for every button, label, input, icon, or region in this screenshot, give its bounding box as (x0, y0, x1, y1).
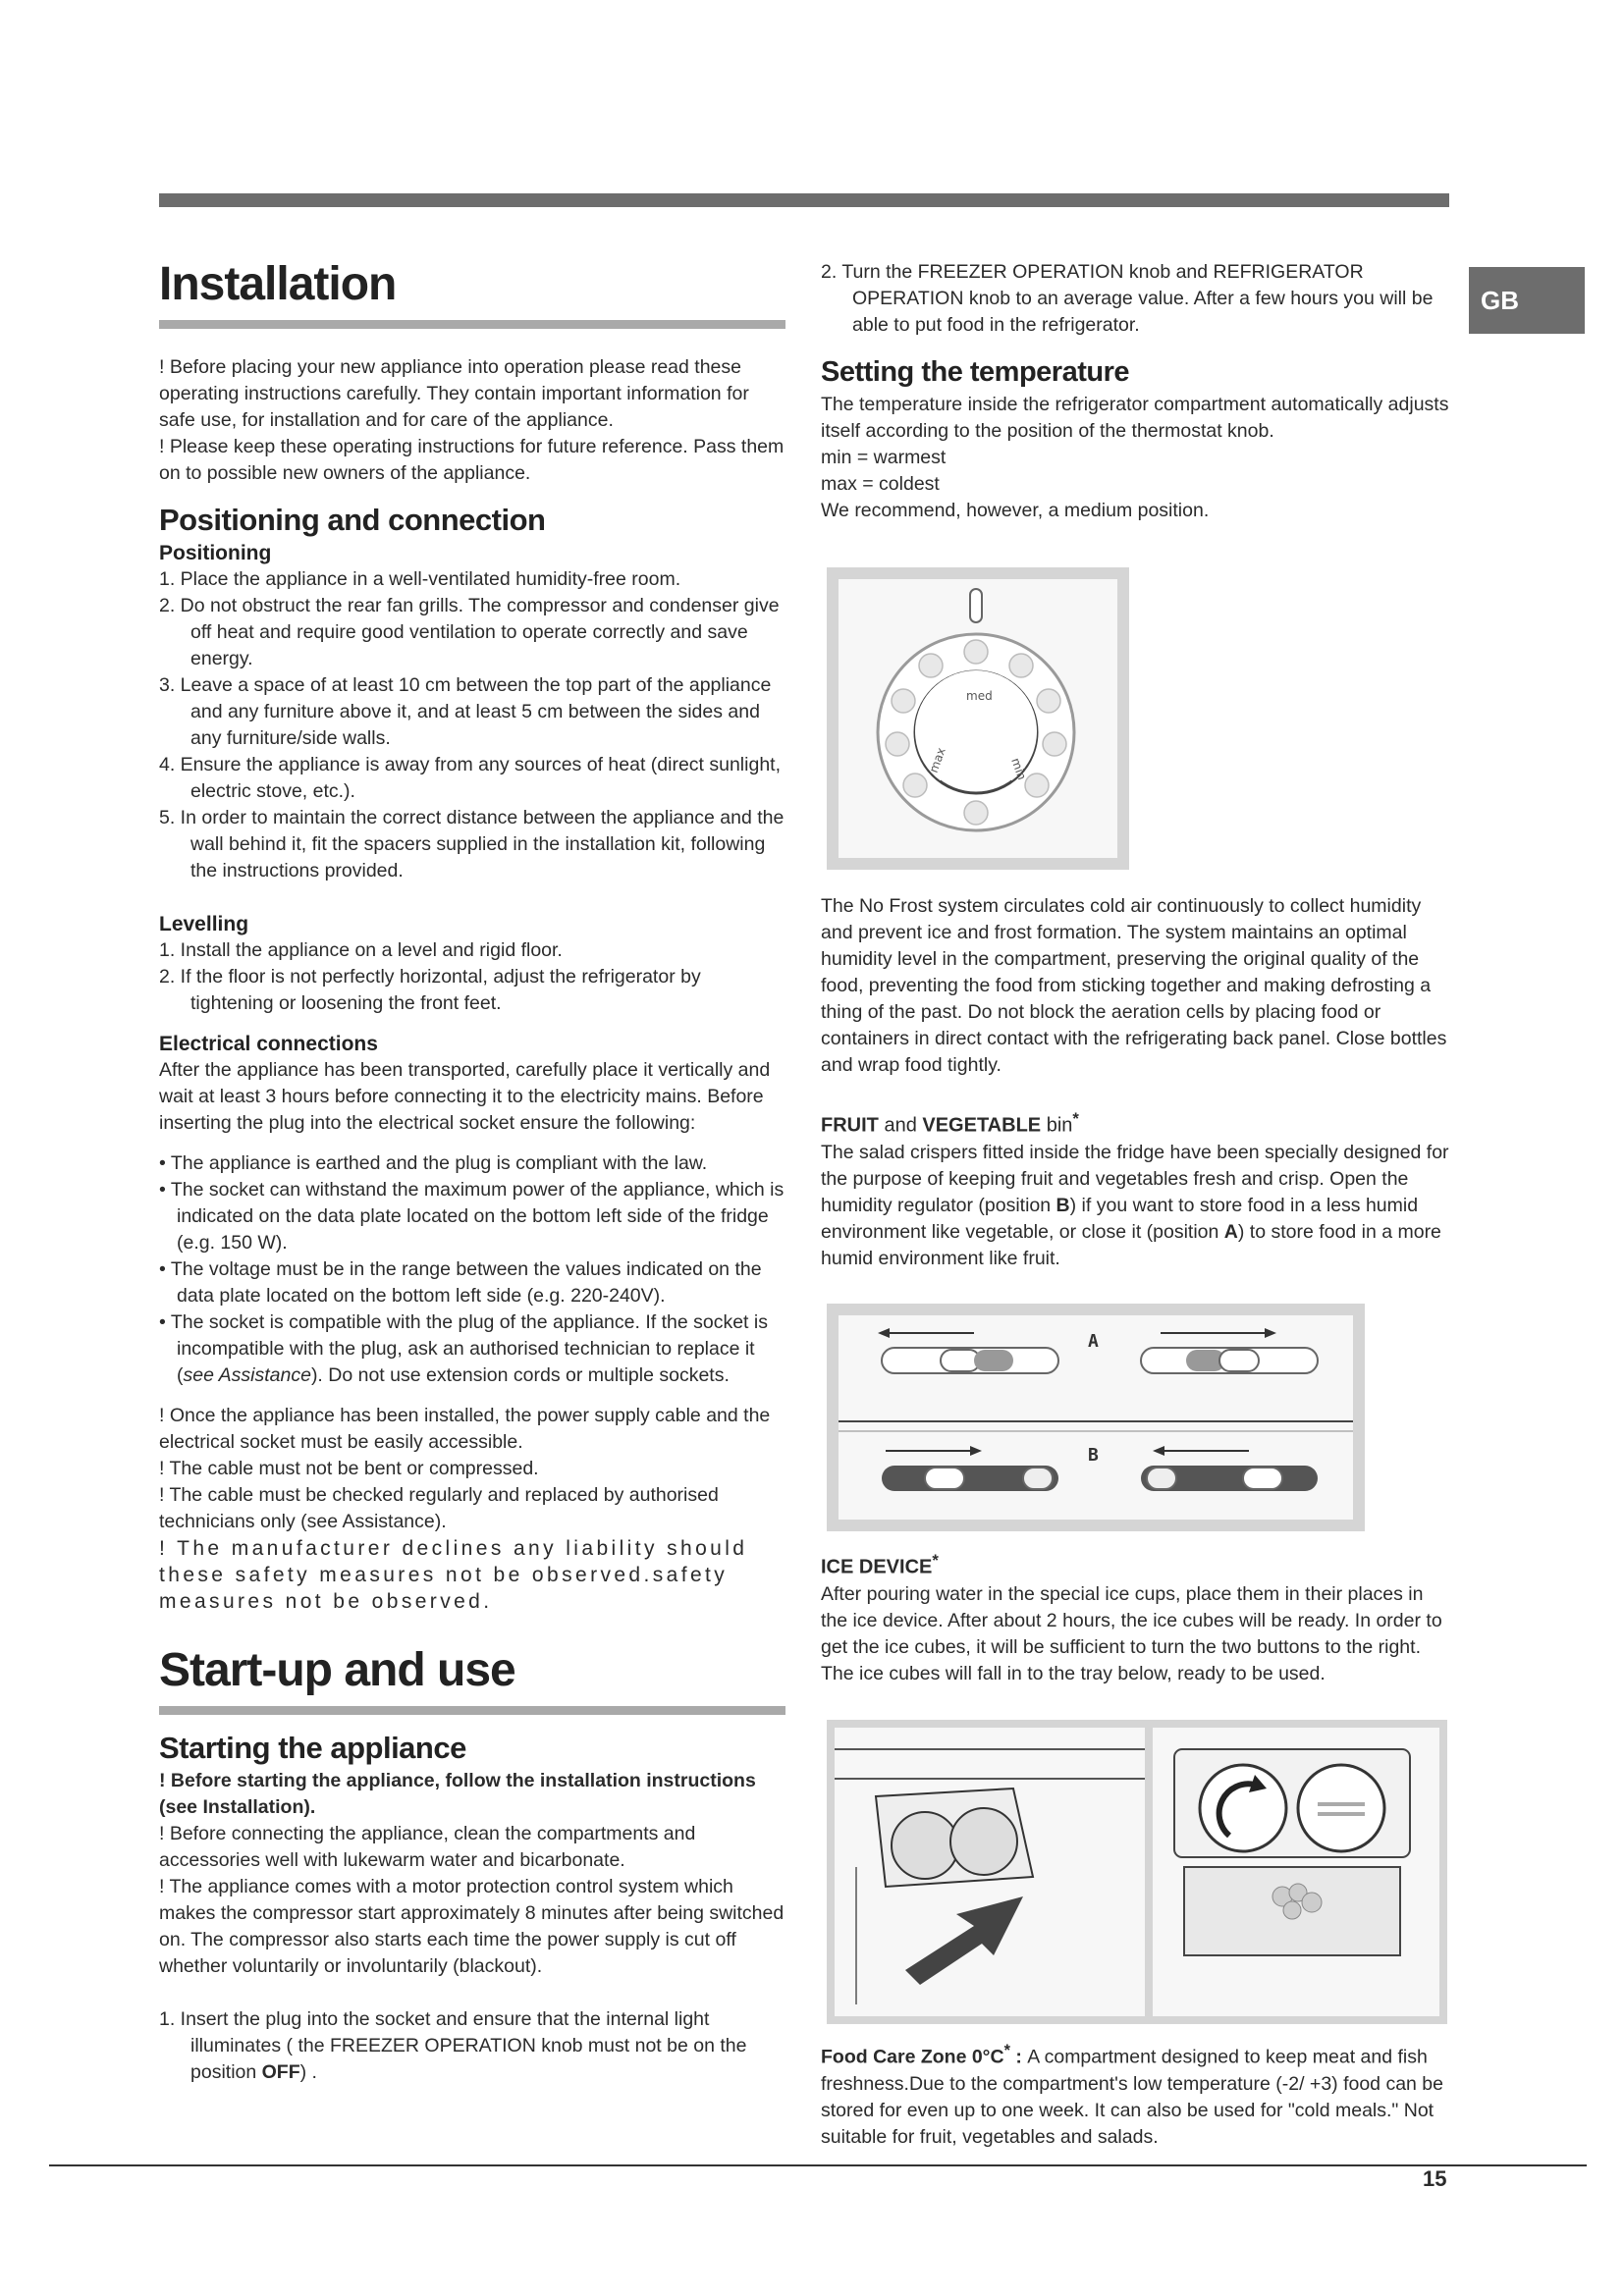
electrical-bullet-3: • The voltage must be in the range between the values indicated on the data plate located on the bottom left side (e.g. 220-240V). (159, 1258, 762, 1307)
starting-para-1: ! Before connecting the appliance, clean the compartments and accessories well with lukewarm water and bicarbonate. (159, 1823, 696, 1871)
right-column (821, 259, 1449, 524)
temperature-line-4: We recommend, however, a medium position. (821, 500, 1210, 521)
positioning-item-1: 1. Place the appliance in a well-ventilated humidity-free room. (159, 568, 681, 590)
ice-tray-icon (827, 1720, 1172, 2024)
left-column (159, 255, 785, 2086)
positioning-title: Positioning (159, 542, 272, 564)
top-bar (159, 193, 1449, 207)
temperature-line-3: max = coldest (821, 473, 940, 495)
ice-device-figure-2 (1145, 1720, 1447, 2024)
starting-step-1: 1. Insert the plug into the socket and ensure that the internal light illuminates ( the FREEZER OPERATION knob must not be on the position OFF) . (159, 2008, 747, 2083)
warning-4: ! The manufacturer declines any liability should these safety measures not be observed.safety measures not be observed. (159, 1537, 748, 1613)
starting-para-2: ! The appliance comes with a motor protection control system which makes the compressor start approximately 8 minutes after being switched on. The compressor also starts each time the power supply is cut off whether voluntarily or involuntarily (blackout). (159, 1876, 785, 1977)
humidity-regulator-diagram (827, 1304, 1365, 1531)
knob-label-med: med (966, 689, 993, 703)
knob-label-max: max (926, 745, 948, 775)
warning-1: ! Once the appliance has been installed, the power supply cable and the electrical socket must be easily accessible. (159, 1405, 771, 1453)
positioning-item-5: 5. In order to maintain the correct distance between the appliance and the wall behind it, fit the spacers supplied in the installation kit, following the instructions provided. (159, 807, 785, 881)
footer-rule (49, 2164, 1587, 2166)
knob-label-min: min (1008, 756, 1030, 782)
foodcare-text: Food Care Zone 0°C* : A compartment designed to keep meat and fish freshness.Due to the compartment's low temperature (-2/ +3) food can be stored for even up to one week. It can also be used for "cold meals." Not suitable for fruit, vegetables and salads. (821, 2042, 1443, 2148)
electrical-bullet-2: • The socket can withstand the maximum power of the appliance, which is indicated on the data plate located on the bottom left side of the fridge (e.g. 150 W). (159, 1179, 785, 1254)
temperature-line-1: The temperature inside the refrigerator compartment automatically adjusts itself according to the position of the thermostat knob. (821, 394, 1449, 442)
electrical-intro: After the appliance has been transported, carefully place it vertically and wait at least 3 hours before connecting it to the electricity mains. Before inserting the plug into the electrical socket ensure the following: (159, 1059, 771, 1134)
humidity-regulator-figure (827, 1304, 1365, 1531)
intro-para-1: ! Before placing your new appliance into operation please read these operating instructions carefully. They contain important information for safe use, for installation and for care of the appliance. (159, 356, 749, 431)
temperature-title: Setting the temperature (821, 356, 1129, 388)
starting-title: Starting the appliance (159, 1731, 466, 1765)
levelling-title: Levelling (159, 913, 249, 935)
ice-text: After pouring water in the special ice cups, place them in their places in the ice device. After about 2 hours, the ice cubes will be ready. In order to get the ice cubes, it will be sufficient to turn the two buttons to the right. The ice cubes will fall in to the tray below, ready to be used. (821, 1582, 1442, 1684)
startup-title: Start-up and use (159, 1644, 515, 1696)
levelling-item-1: 1. Install the appliance on a level and rigid floor. (159, 939, 563, 961)
right-column-lower (821, 893, 1449, 1272)
foodcare-title: Food Care Zone 0°C (821, 2046, 1004, 2068)
intro-para-2: ! Please keep these operating instructions for future reference. Pass them on to possible new owners of the appliance. (159, 436, 785, 484)
starting-bold-note: ! Before starting the appliance, follow the installation instructions (see Installation). (159, 1770, 756, 1818)
starting-step-2: 2. Turn the FREEZER OPERATION knob and REFRIGERATOR OPERATION knob to an average value. After a few hours you will be able to put food in the refrigerator. (821, 261, 1434, 336)
thermostat-knob-icon (827, 567, 1129, 870)
warning-3: ! The cable must be checked regularly and replaced by authorised technicians only (see Assistance). (159, 1484, 719, 1532)
positioning-item-2: 2. Do not obstruct the rear fan grills. The compressor and condenser give off heat and require good ventilation to operate correctly and save energy. (159, 595, 780, 669)
section-rule-2 (159, 1706, 785, 1715)
ice-device-figure-1 (827, 1720, 1172, 2024)
page-number: 15 (1423, 2166, 1447, 2191)
fruit-title: FRUIT and VEGETABLE bin* (821, 1109, 1079, 1137)
ice-knob-icon (1145, 1720, 1447, 2024)
electrical-bullet-4: • The socket is compatible with the plug of the appliance. If the socket is incompatible with the plug, ask an authorised technician to replace it (see Assistance). Do not use extension cords or multiple sockets. (159, 1311, 768, 1386)
positioning-item-3: 3. Leave a space of at least 10 cm between the top part of the appliance and any furniture above it, and at least 5 cm between the sides and any furniture/side walls. (159, 674, 772, 749)
temperature-line-2: min = warmest (821, 447, 947, 468)
electrical-title: Electrical connections (159, 1033, 378, 1055)
foodcare-section (821, 2038, 1449, 2151)
positioning-item-4: 4. Ensure the appliance is away from any sources of heat (direct sunlight, electric stove, etc.). (159, 754, 781, 802)
nofrost-text: The No Frost system circulates cold air continuously to collect humidity and prevent ice and frost formation. The system maintains an optimal humidity level in the compartment, preserving the original quality of the food, preventing the food from sticking together and making defrosting a thing of the past. Do not block the aeration cells by placing food or containers in direct contact with the refrigerating back panel. Close bottles and wrap food tightly. (821, 895, 1447, 1076)
see-assistance-ref: see Assistance (183, 1364, 311, 1386)
position-a-label: A (1088, 1331, 1099, 1352)
language-tab: GB (1469, 267, 1585, 334)
ice-section (821, 1547, 1449, 1687)
position-b-label: B (1088, 1445, 1099, 1466)
levelling-item-2: 2. If the floor is not perfectly horizontal, adjust the refrigerator by tightening or loosening the front feet. (159, 966, 701, 1014)
positioning-connection-title: Positioning and connection (159, 503, 546, 537)
fruit-text: The salad crispers fitted inside the fridge have been specially designed for the purpose of keeping fruit and vegetables fresh and crisp. Open the humidity regulator (position B) if you want to store food in a less humid environment like vegetable, or close it (position A) to store food in a more humid environment like fruit. (821, 1141, 1449, 1269)
section-rule (159, 320, 785, 329)
installation-title: Installation (159, 258, 397, 310)
warning-2: ! The cable must not be bent or compressed. (159, 1458, 539, 1479)
thermostat-figure (827, 567, 1129, 870)
electrical-bullet-1: • The appliance is earthed and the plug is compliant with the law. (159, 1152, 708, 1174)
ice-title: ICE DEVICE* (821, 1551, 939, 1578)
